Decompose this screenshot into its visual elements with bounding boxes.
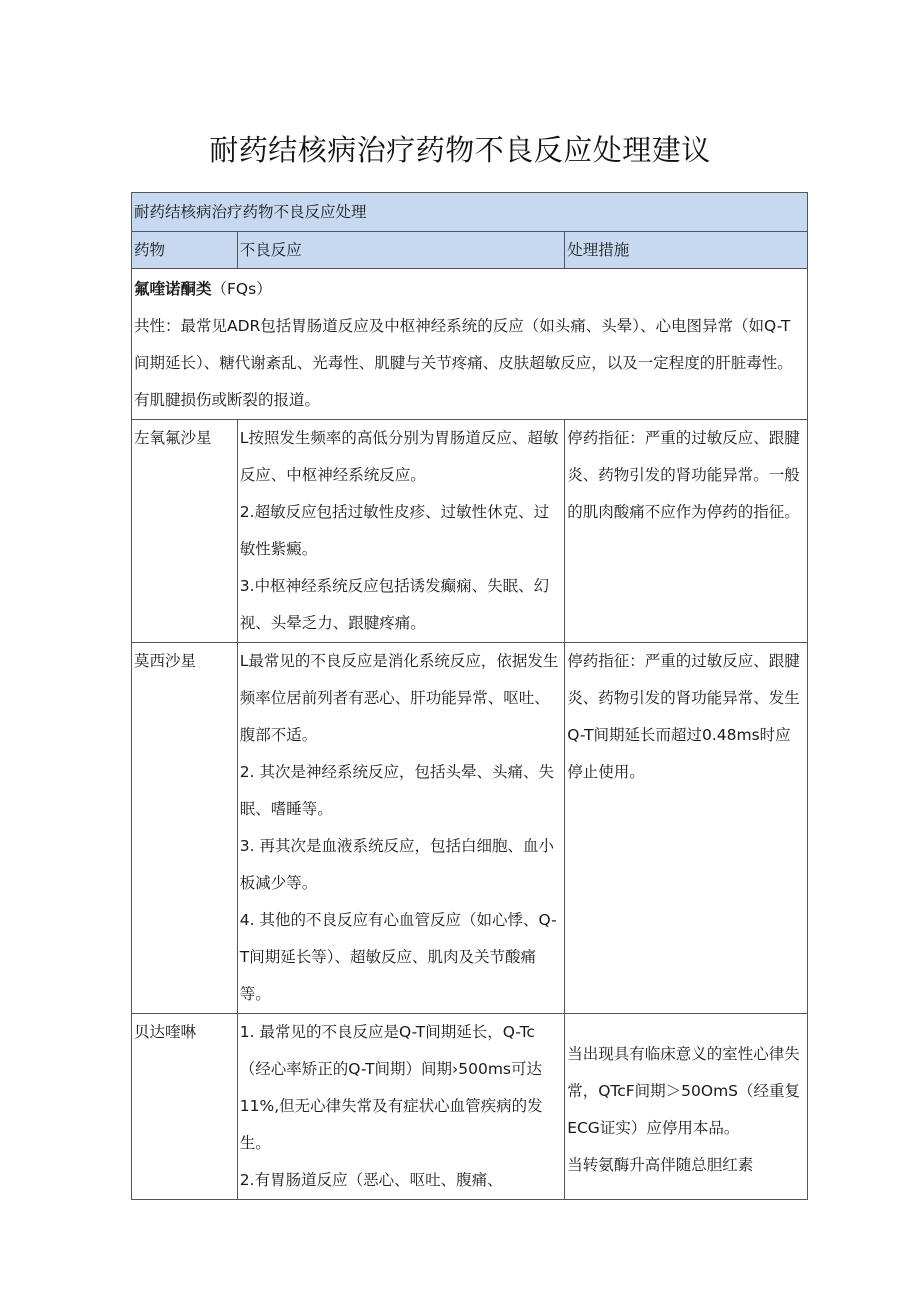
table-header-row (132, 232, 808, 269)
adverse-item: L最常见的不良反应是消化系统反应，依据发生频率位居前列者有恶心、肝功能异常、呕吐、腹部不适。 (239, 652, 559, 744)
group-common-text: 共性：最常见ADR包括胃肠道反应及中枢神经系统的反应（如头痛、头晕）、心电图异常（如Q-T间期延长）、糖代谢紊乱、光毒性、肌腱与关节疼痛、皮肤超敏反应，以及一定程度的肝脏毒性。有肌腱损伤或断裂的报道。 (134, 317, 793, 409)
group-abbr: （FQs） (211, 280, 272, 298)
adverse-item: 4. 其他的不良反应有心血管反应（如心悸、Q-T间期延长等）、超敏反应、肌肉及关节酸痛等。 (239, 911, 557, 1003)
measure-item: 停药指征：严重的过敏反应、跟腱炎、药物引发的肾功能异常。一般的肌肉酸痛不应作为停药的指征。 (567, 429, 800, 521)
adverse-item: 2.超敏反应包括过敏性皮疹、过敏性休克、过敏性紫癜。 (239, 503, 550, 558)
adverse-item: L按照发生频率的高低分别为胃肠道反应、超敏反应、中枢神经系统反应。 (239, 429, 559, 484)
measures-cell (565, 643, 808, 1014)
adverse-item: 2. 其次是神经系统反应，包括头晕、头痛、失眠、嗜睡等。 (239, 763, 554, 818)
group-row (132, 269, 808, 420)
table-row (132, 1014, 808, 1200)
drug-name: 左氧氟沙星 (132, 420, 238, 643)
adverse-item: 1. 最常见的不良反应是Q-T间期延长，Q-Tc（经心率矫正的Q-T间期）间期›500ms可达11%,但无心律失常及有症状心血管疾病的发生。 (239, 1023, 543, 1152)
group-name: 氟喹诺酮类 (134, 280, 212, 298)
measures-cell (565, 1014, 808, 1200)
measure-item: 当出现具有临床意义的室性心律失常，QTcF间期＞50OmS（经重复ECG证实）应停用本品。 (567, 1045, 801, 1137)
adverse-item: 2.有胃肠道反应（恶心、呕吐、腹痛、 (239, 1171, 503, 1189)
measures-cell (565, 420, 808, 643)
adverse-item: 3. 再其次是血液系统反应，包括白细胞、血小板减少等。 (239, 837, 554, 892)
table-row (132, 420, 808, 643)
adr-table (131, 192, 808, 1200)
adverse-cell (237, 643, 564, 1014)
document-title: 耐药结核病治疗药物不良反应处理建议 (209, 133, 711, 167)
adverse-item: 3.中枢神经系统反应包括诱发癫痫、失眠、幻视、头晕乏力、跟腱疼痛。 (239, 577, 550, 632)
adverse-cell (237, 1014, 564, 1200)
drug-name: 贝达喹啉 (132, 1014, 238, 1200)
table-caption-row (132, 193, 808, 232)
header-adverse: 不良反应 (237, 232, 564, 269)
group-cell (132, 269, 808, 420)
table-row (132, 643, 808, 1014)
adverse-cell (237, 420, 564, 643)
table-caption: 耐药结核病治疗药物不良反应处理 (132, 193, 808, 232)
measure-item: 停药指征：严重的过敏反应、跟腱炎、药物引发的肾功能异常、发生Q-T间期延长而超过0.48ms时应停止使用。 (567, 652, 800, 781)
header-drug: 药物 (132, 232, 238, 269)
drug-name: 莫西沙星 (132, 643, 238, 1014)
header-measures: 处理措施 (565, 232, 808, 269)
measure-item: 当转氨酶升高伴随总胆红素 (567, 1156, 754, 1174)
